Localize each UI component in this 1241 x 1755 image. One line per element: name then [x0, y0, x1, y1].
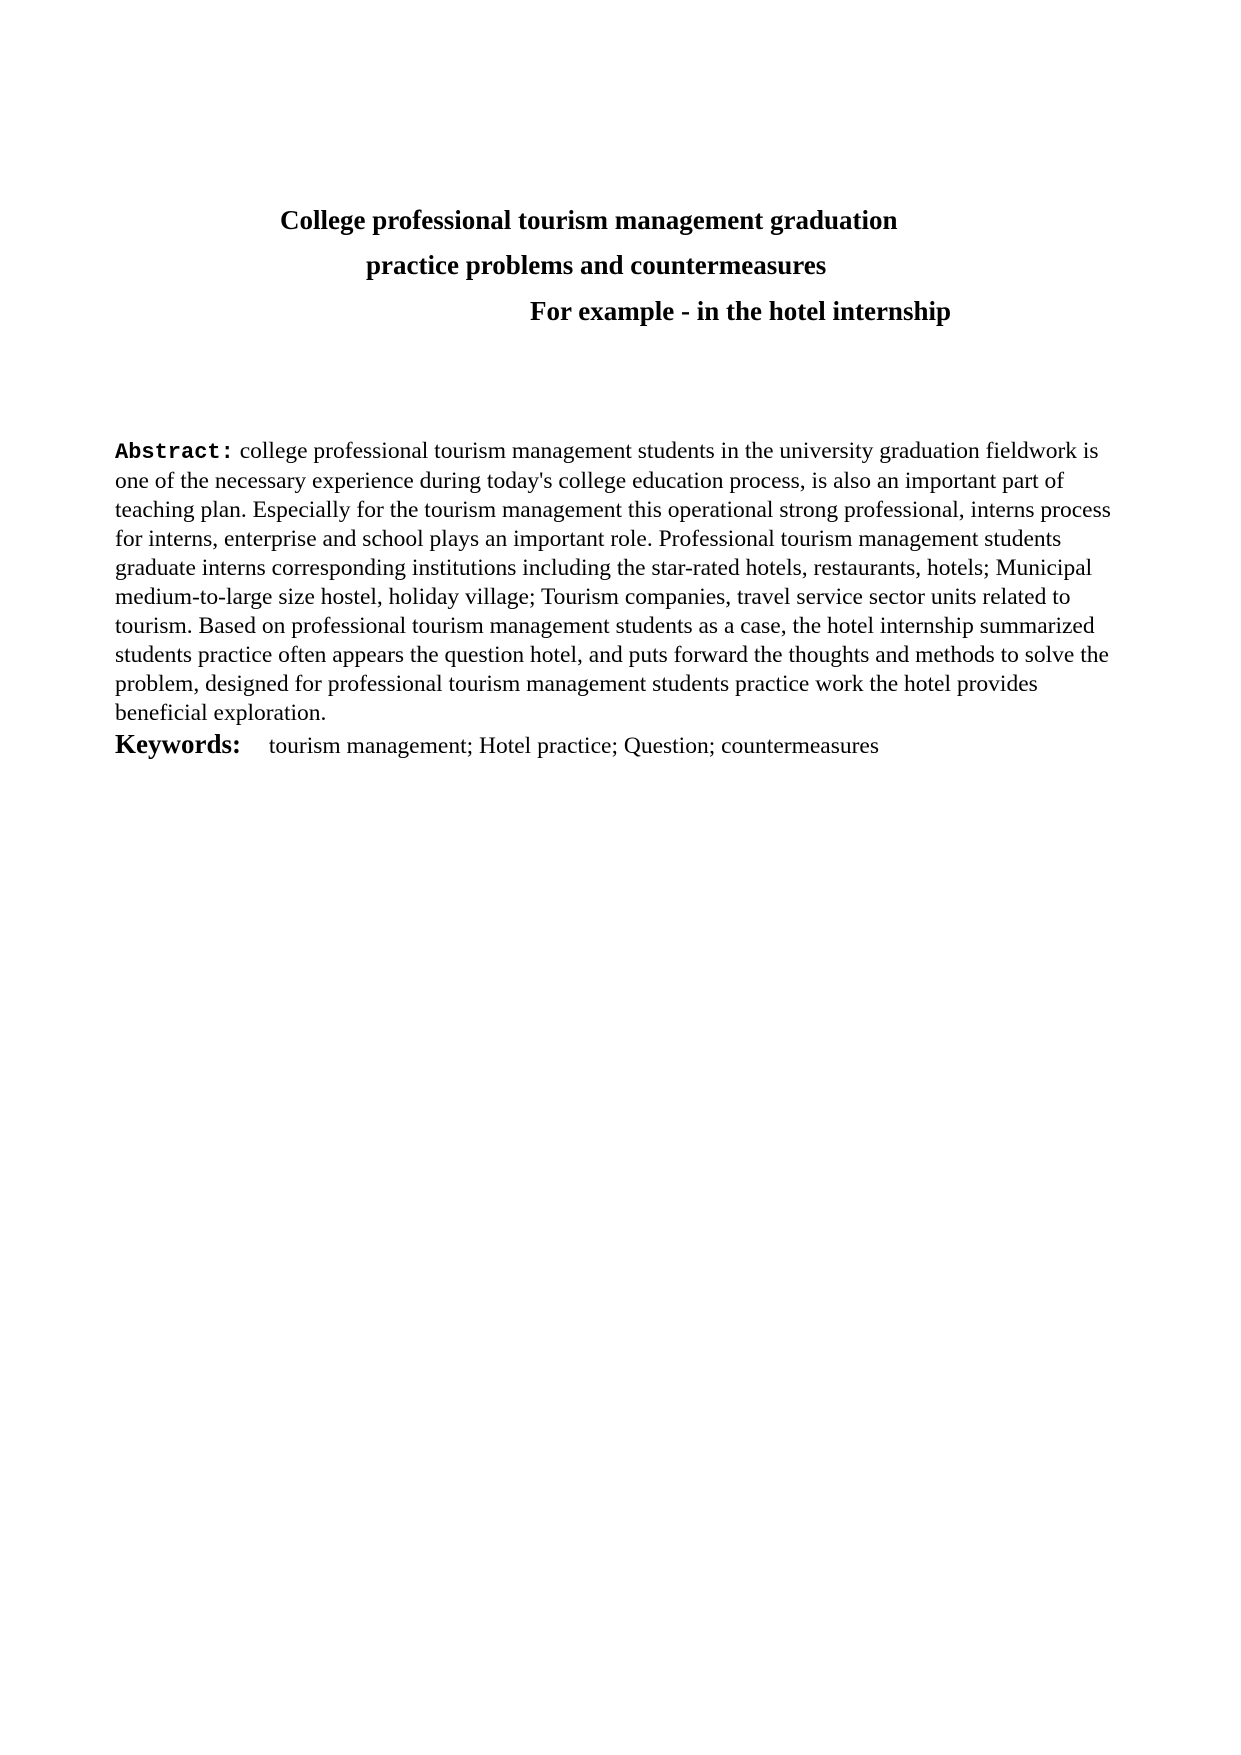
keywords-label: Keywords: [115, 729, 241, 759]
subtitle-line: For example - in the hotel internship [530, 296, 951, 326]
abstract-paragraph [115, 437, 1115, 728]
abstract-text: college professional tourism management students in the university graduation fieldwork is one of the necessary experience during today's college education process, is also an important part of teaching plan. Especially for the tourism management this operational strong professional, interns process for interns, enterprise and school plays an important role. Professional tourism management students graduate interns corresponding institutions including the star-rated hotels, restaurants, hotels; Municipal medium-to-large size hostel, holiday village; Tourism companies, travel service sector units related to tourism. Based on professional tourism management students as a case, the hotel internship summarized students practice often appears the question hotel, and puts forward the thoughts and methods to solve the problem, designed for professional tourism management students practice work the hotel provides beneficial exploration. [115, 438, 1111, 726]
title-line-1: College professional tourism management graduation [280, 205, 898, 235]
keywords-text: tourism management; Hotel practice; Question; countermeasures [268, 733, 880, 759]
title-line-2: practice problems and countermeasures [366, 250, 827, 280]
keywords-line [115, 728, 1115, 762]
abstract-label: Abstract: [115, 440, 234, 465]
